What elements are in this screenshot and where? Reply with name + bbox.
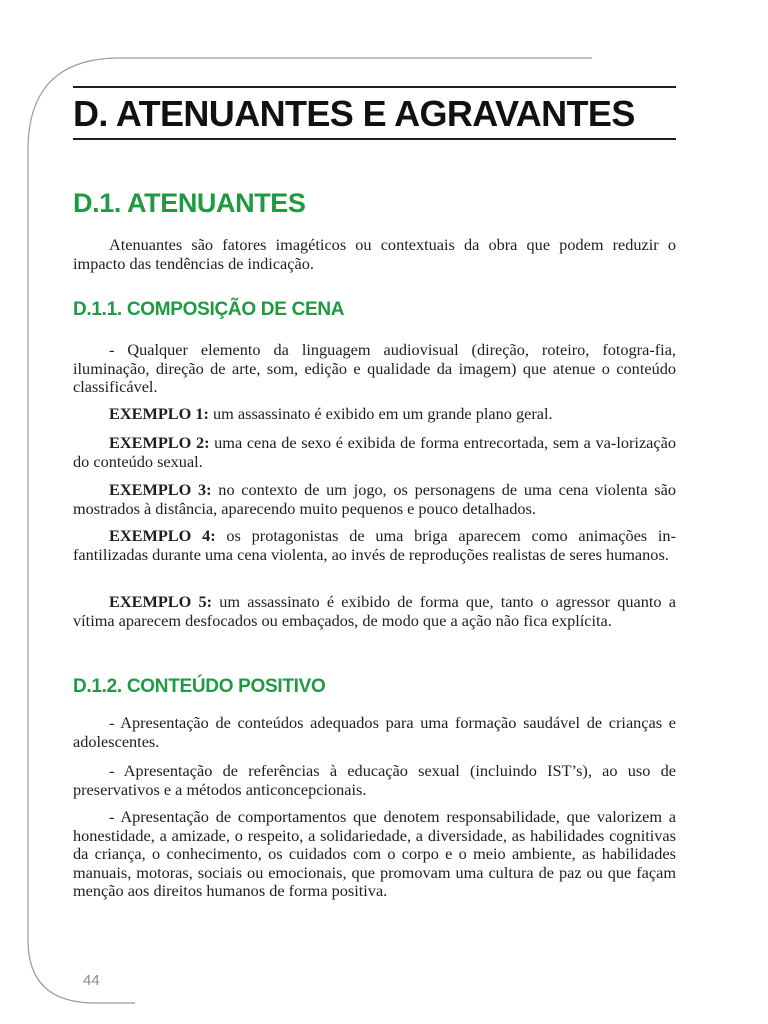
example-paragraph (73, 405, 676, 424)
section-title: D.1. ATENUANTES (73, 188, 306, 218)
subsection-title-conteudo-positivo: D.1.2. CONTEÚDO POSITIVO (73, 676, 326, 697)
example-label: EXEMPLO 2: (109, 433, 210, 452)
example-text: uma cena de sexo é exibida de forma entrecortada, sem a va-lorização do conteúdo sexual. (73, 433, 676, 471)
title-top-rule (73, 86, 676, 88)
example-label: EXEMPLO 5: (109, 592, 213, 611)
section-intro: Atenuantes são fatores imagéticos ou contextuais da obra que podem reduzir o impacto das tendências de indicação. (73, 235, 676, 273)
title-bottom-rule (73, 138, 676, 140)
subsection-intro-composicao: - Qualquer elemento da linguagem audiovisual (direção, roteiro, fotogra-fia, iluminação, direção de arte, som, edição e qualidade da imagem) que atenue o conteúdo classificável. (73, 340, 676, 397)
page-title: D. ATENUANTES E AGRAVANTES (73, 93, 635, 134)
list-item: - Apresentação de referências à educação sexual (incluindo IST’s), ao uso de preservativos e a métodos anticoncepcionais. (73, 761, 676, 799)
example-label: EXEMPLO 3: (109, 480, 212, 499)
example-paragraph (73, 434, 676, 471)
example-label: EXEMPLO 4: (109, 526, 216, 545)
example-text: os protagonistas de uma briga aparecem como animações in-fantilizadas durante uma cena violenta, ao invés de reproduções realistas de seres humanos. (73, 526, 676, 564)
example-text: um assassinato é exibido de forma que, tanto o agressor quanto a vítima aparecem desfocados ou embaçados, de modo que a ação não fica explícita. (73, 592, 676, 630)
example-paragraph (73, 481, 676, 518)
example-text: no contexto de um jogo, os personagens de uma cena violenta são mostrados à distância, aparecendo muito pequenos e pouco detalhados. (73, 480, 676, 518)
subsection-title-composicao: D.1.1. COMPOSIÇÃO DE CENA (73, 299, 345, 320)
example-paragraph (73, 527, 676, 564)
example-paragraph (73, 593, 676, 630)
example-text: um assassinato é exibido em um grande plano geral. (208, 404, 553, 423)
list-item: - Apresentação de comportamentos que denotem responsabilidade, que valorizem a honestidade, a amizade, o respeito, a solidariedade, a diversidade, as habilidades cognitivas da criança, o conhecimento, os cuidados com o corpo e o meio ambiente, as habilidades manuais, motoras, sociais ou emocionais, que promovam uma cultura de paz ou que façam menção aos direitos humanos de forma positiva. (73, 807, 676, 901)
page-number: 44 (83, 972, 100, 989)
example-label: EXEMPLO 1: (109, 404, 209, 423)
list-item: - Apresentação de conteúdos adequados para uma formação saudável de crianças e adolescentes. (73, 713, 676, 751)
